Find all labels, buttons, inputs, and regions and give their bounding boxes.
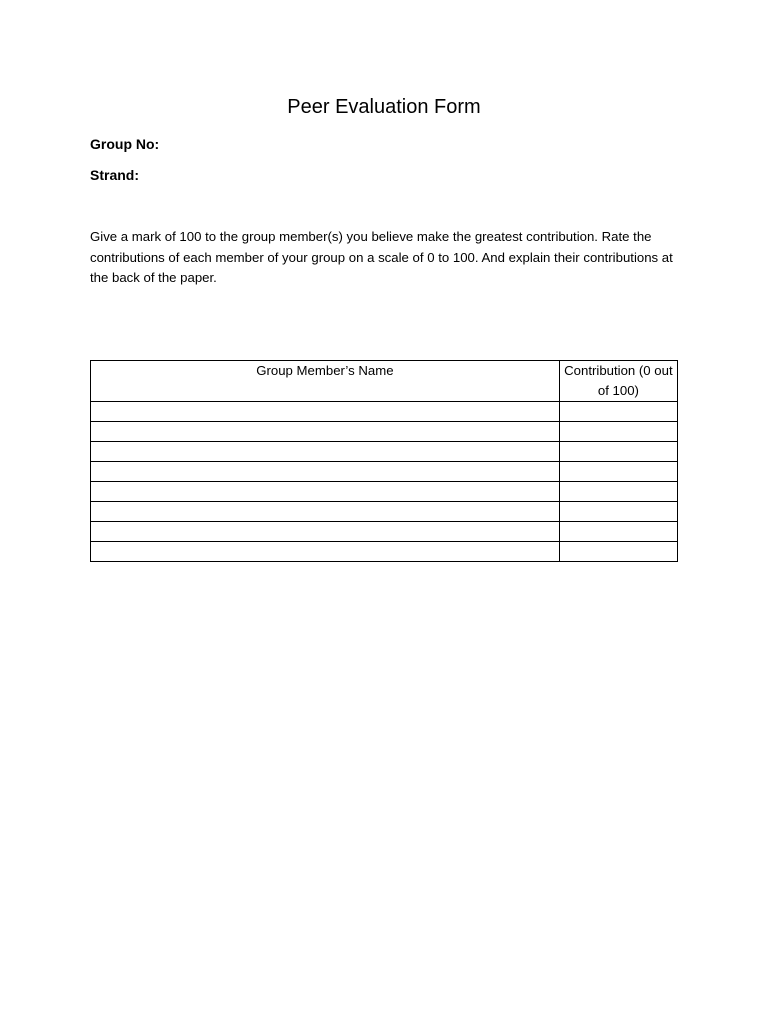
member-name-cell[interactable] — [91, 502, 560, 522]
member-name-cell[interactable] — [91, 462, 560, 482]
contribution-cell[interactable] — [559, 462, 677, 482]
table-row — [91, 402, 678, 422]
page-title: Peer Evaluation Form — [287, 96, 481, 118]
table-header-row — [91, 361, 678, 402]
member-name-cell[interactable] — [91, 422, 560, 442]
header-contribution: Contribution (0 out of 100) — [559, 361, 677, 402]
contribution-cell[interactable] — [559, 522, 677, 542]
evaluation-table — [90, 360, 678, 562]
table-row — [91, 422, 678, 442]
member-name-cell[interactable] — [91, 402, 560, 422]
member-name-cell[interactable] — [91, 482, 560, 502]
table-row — [91, 482, 678, 502]
table-row — [91, 462, 678, 482]
contribution-cell[interactable] — [559, 402, 677, 422]
table-row — [91, 442, 678, 462]
member-name-cell[interactable] — [91, 442, 560, 462]
contribution-cell[interactable] — [559, 422, 677, 442]
member-name-cell[interactable] — [91, 542, 560, 562]
table-row — [91, 542, 678, 562]
group-no-label: Group No: — [90, 136, 160, 152]
contribution-cell[interactable] — [559, 442, 677, 462]
strand-label: Strand: — [90, 167, 139, 183]
contribution-cell[interactable] — [559, 502, 677, 522]
contribution-cell[interactable] — [559, 542, 677, 562]
table-row — [91, 522, 678, 542]
instructions-paragraph: Give a mark of 100 to the group member(s) you believe make the greatest contribution. Rate the contributions of each member of your group on a scale of 0 to 100. And explain their contributions at the back of the paper. — [90, 229, 673, 285]
contribution-cell[interactable] — [559, 482, 677, 502]
table-row — [91, 502, 678, 522]
header-member-name: Group Member’s Name — [91, 361, 560, 402]
member-name-cell[interactable] — [91, 522, 560, 542]
